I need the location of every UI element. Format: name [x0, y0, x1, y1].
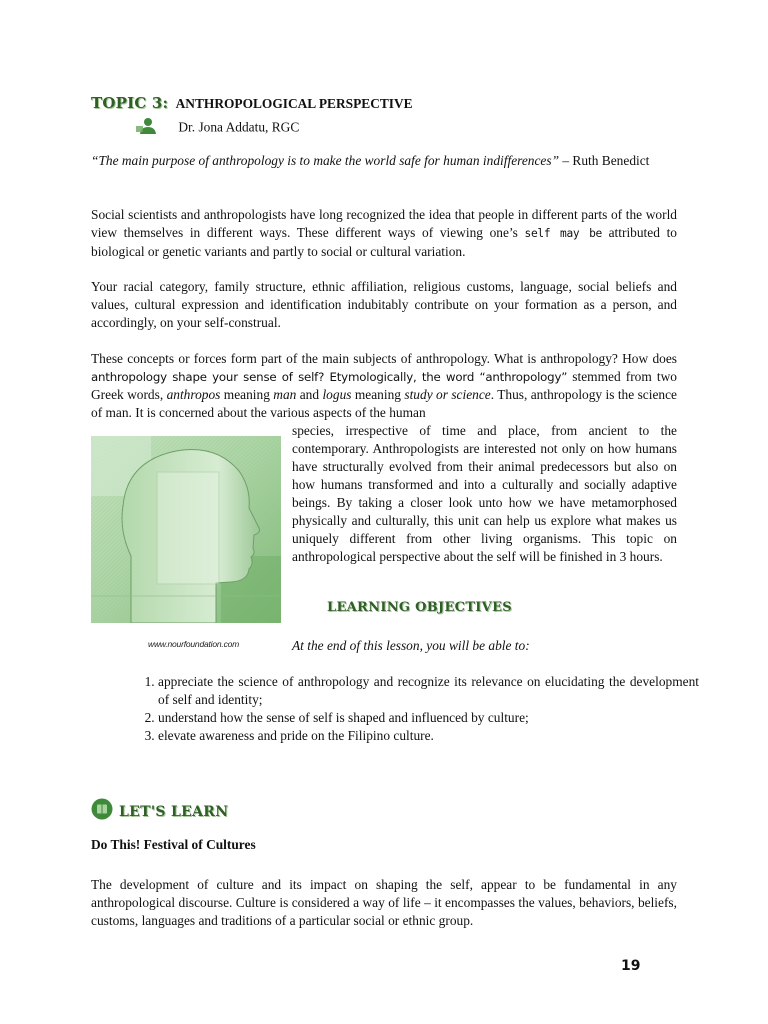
term-anthropos: anthropos — [166, 387, 221, 402]
activity-title: Do This! Festival of Cultures — [91, 837, 256, 852]
quote-text: “The main purpose of anthropology is to make the world safe for human indifferences” — [91, 153, 560, 168]
epigraph-quote — [91, 152, 677, 170]
term-study-or-science: study or science — [404, 387, 491, 402]
objectives-list — [136, 673, 699, 745]
term-logus: logus — [322, 387, 352, 402]
term-man: man — [273, 387, 297, 402]
book-icon — [91, 798, 113, 825]
list-item: 1. appreciate the science of anthropology and recognize its relevance on elucidating the development of self and identity; — [158, 673, 699, 709]
person-icon — [135, 117, 159, 140]
paragraph-3 — [91, 350, 677, 422]
paragraph-1-text-end: attributed to biological or genetic variants and partly to social or cultural variation. — [91, 225, 677, 259]
learning-objectives-heading: LEARNING OBJECTIVES — [327, 600, 512, 615]
topic-heading — [91, 94, 413, 113]
author-name: Dr. Jona Addatu, RGC — [178, 119, 300, 135]
paragraph-2: Your racial category, family structure, ethnic affiliation, religious customs, language, social beliefs and values, cultural expression and identification indubitably contribute on your formation as a person, and accordingly, on your self-construal. — [91, 279, 677, 330]
head-profile-image — [91, 436, 281, 623]
paragraph-3-text-6: . Thus, anthropology is the science of man. It is concerned about the various aspects of the human — [91, 387, 677, 420]
list-item: 3. elevate awareness and pride on the Filipino culture. — [158, 727, 699, 745]
list-item: 2. understand how the sense of self is shaped and influenced by culture; — [158, 709, 699, 727]
paragraph-3-text-3: meaning — [220, 387, 274, 402]
image-caption: www.nourfoundation.com — [148, 639, 240, 649]
activity-body: The development of culture and its impact on shaping the self, appear to be fundamental in any anthropological discourse. Culture is considered a way of life – it encompasses the values, behaviors, beliefs, customs, languages and traditions of a particular social or ethnic group. — [91, 877, 677, 928]
lets-learn-label: LET'S LEARN — [119, 803, 229, 820]
quote-attribution: – Ruth Benedict — [559, 153, 650, 168]
author-line — [135, 117, 299, 140]
objectives-intro: At the end of this lesson, you will be able to: — [292, 638, 530, 653]
paragraph-3-text-2: stemmed from two Greek words, — [91, 369, 677, 402]
page-number: 19 — [621, 958, 641, 974]
paragraph-3-text-5: meaning — [351, 387, 405, 402]
paragraph-3-text-4: and — [296, 387, 323, 402]
paragraph-1-text: Social scientists and anthropologists have long recognized the idea that people in different parts of the world view themselves in different ways. These different ways of viewing one’s — [91, 207, 677, 240]
paragraph-3-text: These concepts or forces form part of the main subjects of anthropology. What is anthropology? How does — [91, 351, 677, 366]
paragraph-3-wrapped: species, irrespective of time and place, from ancient to the contemporary. Anthropologists are interested not only on how humans have structurally evolved from their animal predecessors but also on how humans transformed and into a culturally and socially adaptive beings. By taking a closer look unto how we have metamorphosed physically and culturally, this unit can help us explore what makes us uniquely different from other living organisms. This topic on anthropological perspective about the self will be finished in 3 hours. — [292, 423, 677, 564]
lets-learn-heading — [91, 798, 228, 825]
paragraph-1 — [91, 206, 677, 261]
paragraph-1-mono-text: self may be — [524, 227, 602, 240]
topic-title: ANTHROPOLOGICAL PERSPECTIVE — [175, 96, 413, 111]
topic-label: TOPIC 3: — [91, 94, 169, 112]
paragraph-3-sans-text: anthropology shape your sense of self? Etymologically, the word “anthropology” — [91, 370, 568, 384]
